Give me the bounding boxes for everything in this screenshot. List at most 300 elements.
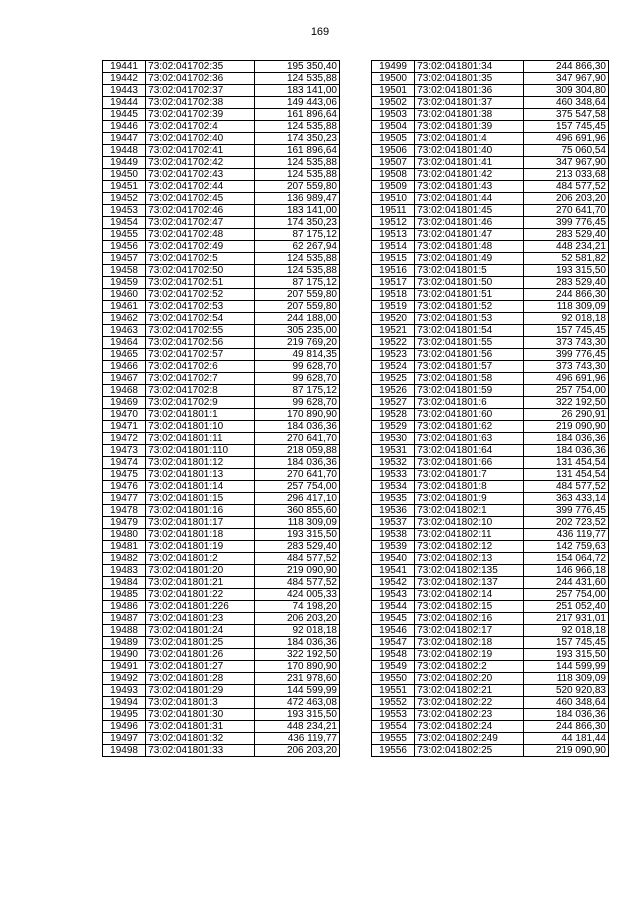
cadastral-number-cell: 73:02:041801:55 xyxy=(415,337,523,349)
cadastral-number-cell: 73:02:041702:42 xyxy=(146,157,254,169)
table-row xyxy=(372,385,609,397)
cadastral-number-cell: 73:02:041801:48 xyxy=(415,241,523,253)
table-row xyxy=(372,217,609,229)
value-cell: 206 203,20 xyxy=(254,745,339,757)
value-cell: 157 745,45 xyxy=(523,637,608,649)
table-row xyxy=(372,709,609,721)
cadastral-number-cell: 73:02:041802:17 xyxy=(415,625,523,637)
row-number-cell: 19441 xyxy=(103,61,146,73)
row-number-cell: 19503 xyxy=(372,109,415,121)
value-cell: 142 759,63 xyxy=(523,541,608,553)
value-cell: 257 754,00 xyxy=(523,589,608,601)
value-cell: 154 064,72 xyxy=(523,553,608,565)
value-cell: 118 309,09 xyxy=(523,673,608,685)
cadastral-number-cell: 73:02:041801:46 xyxy=(415,217,523,229)
cadastral-number-cell: 73:02:041801:8 xyxy=(415,481,523,493)
cadastral-number-cell: 73:02:041801:18 xyxy=(146,529,254,541)
row-number-cell: 19484 xyxy=(103,577,146,589)
cadastral-number-cell: 73:02:041702:48 xyxy=(146,229,254,241)
row-number-cell: 19444 xyxy=(103,97,146,109)
table-row xyxy=(103,121,340,133)
row-number-cell: 19459 xyxy=(103,277,146,289)
row-number-cell: 19463 xyxy=(103,325,146,337)
value-cell: 322 192,50 xyxy=(523,397,608,409)
table-row xyxy=(103,385,340,397)
cadastral-number-cell: 73:02:041801:64 xyxy=(415,445,523,457)
value-cell: 360 855,60 xyxy=(254,505,339,517)
cadastral-number-cell: 73:02:041801:17 xyxy=(146,517,254,529)
cadastral-number-cell: 73:02:041702:53 xyxy=(146,301,254,313)
table-row xyxy=(103,109,340,121)
cadastral-number-cell: 73:02:041702:36 xyxy=(146,73,254,85)
value-cell: 157 745,45 xyxy=(523,121,608,133)
table-row xyxy=(103,313,340,325)
cadastral-number-cell: 73:02:041801:40 xyxy=(415,145,523,157)
table-row xyxy=(103,349,340,361)
table-row xyxy=(103,289,340,301)
cadastral-number-cell: 73:02:041801:43 xyxy=(415,181,523,193)
row-number-cell: 19506 xyxy=(372,145,415,157)
row-number-cell: 19474 xyxy=(103,457,146,469)
cadastral-number-cell: 73:02:041802:135 xyxy=(415,565,523,577)
value-cell: 213 033,68 xyxy=(523,169,608,181)
value-cell: 118 309,09 xyxy=(254,517,339,529)
value-cell: 244 866,30 xyxy=(523,61,608,73)
cadastral-number-cell: 73:02:041702:49 xyxy=(146,241,254,253)
row-number-cell: 19462 xyxy=(103,313,146,325)
table-row xyxy=(103,433,340,445)
cadastral-number-cell: 73:02:041801:16 xyxy=(146,505,254,517)
value-cell: 26 290,91 xyxy=(523,409,608,421)
value-cell: 131 454,54 xyxy=(523,457,608,469)
row-number-cell: 19522 xyxy=(372,337,415,349)
row-number-cell: 19496 xyxy=(103,721,146,733)
row-number-cell: 19536 xyxy=(372,505,415,517)
value-cell: 124 535,88 xyxy=(254,157,339,169)
value-cell: 484 577,52 xyxy=(523,481,608,493)
cadastral-number-cell: 73:02:041802:1 xyxy=(415,505,523,517)
value-cell: 231 978,60 xyxy=(254,673,339,685)
value-cell: 373 743,30 xyxy=(523,361,608,373)
row-number-cell: 19481 xyxy=(103,541,146,553)
table-row xyxy=(372,481,609,493)
value-cell: 484 577,52 xyxy=(254,577,339,589)
value-cell: 99 628,70 xyxy=(254,373,339,385)
value-cell: 244 866,30 xyxy=(523,289,608,301)
table-row xyxy=(372,721,609,733)
value-cell: 124 535,88 xyxy=(254,169,339,181)
value-cell: 496 691,96 xyxy=(523,133,608,145)
row-number-cell: 19535 xyxy=(372,493,415,505)
table-row xyxy=(372,745,609,757)
value-cell: 99 628,70 xyxy=(254,397,339,409)
row-number-cell: 19529 xyxy=(372,421,415,433)
table-row xyxy=(372,121,609,133)
table-row xyxy=(103,553,340,565)
row-number-cell: 19526 xyxy=(372,385,415,397)
table-row xyxy=(103,157,340,169)
cadastral-number-cell: 73:02:041702:54 xyxy=(146,313,254,325)
table-row xyxy=(372,529,609,541)
table-row xyxy=(103,673,340,685)
value-cell: 202 723,52 xyxy=(523,517,608,529)
table-row xyxy=(372,73,609,85)
value-cell: 257 754,00 xyxy=(254,481,339,493)
cadastral-number-cell: 73:02:041801:32 xyxy=(146,733,254,745)
value-cell: 347 967,90 xyxy=(523,73,608,85)
cadastral-number-cell: 73:02:041801:7 xyxy=(415,469,523,481)
table-row xyxy=(103,481,340,493)
table-row xyxy=(103,301,340,313)
value-cell: 161 896,64 xyxy=(254,109,339,121)
cadastral-number-cell: 73:02:041802:16 xyxy=(415,613,523,625)
row-number-cell: 19486 xyxy=(103,601,146,613)
row-number-cell: 19472 xyxy=(103,433,146,445)
value-cell: 347 967,90 xyxy=(523,157,608,169)
value-cell: 448 234,21 xyxy=(254,721,339,733)
table-row xyxy=(372,145,609,157)
row-number-cell: 19518 xyxy=(372,289,415,301)
value-cell: 399 776,45 xyxy=(523,505,608,517)
cadastral-number-cell: 73:02:041801:3 xyxy=(146,697,254,709)
row-number-cell: 19457 xyxy=(103,253,146,265)
cadastral-number-cell: 73:02:041801:58 xyxy=(415,373,523,385)
row-number-cell: 19470 xyxy=(103,409,146,421)
value-cell: 270 641,70 xyxy=(254,433,339,445)
value-cell: 75 060,54 xyxy=(523,145,608,157)
cadastral-number-cell: 73:02:041801:37 xyxy=(415,97,523,109)
row-number-cell: 19525 xyxy=(372,373,415,385)
value-cell: 424 005,33 xyxy=(254,589,339,601)
table-row xyxy=(372,289,609,301)
cadastral-number-cell: 73:02:041801:35 xyxy=(415,73,523,85)
table-row xyxy=(372,361,609,373)
row-number-cell: 19442 xyxy=(103,73,146,85)
cadastral-number-cell: 73:02:041801:62 xyxy=(415,421,523,433)
value-cell: 296 417,10 xyxy=(254,493,339,505)
cadastral-number-cell: 73:02:041801:4 xyxy=(415,133,523,145)
cadastral-number-cell: 73:02:041801:42 xyxy=(415,169,523,181)
cadastral-number-cell: 73:02:041702:43 xyxy=(146,169,254,181)
value-cell: 118 309,09 xyxy=(523,301,608,313)
cadastral-number-cell: 73:02:041801:47 xyxy=(415,229,523,241)
table-row xyxy=(103,721,340,733)
cadastral-number-cell: 73:02:041801:30 xyxy=(146,709,254,721)
row-number-cell: 19555 xyxy=(372,733,415,745)
table-row xyxy=(103,541,340,553)
row-number-cell: 19491 xyxy=(103,661,146,673)
value-cell: 484 577,52 xyxy=(523,181,608,193)
cadastral-number-cell: 73:02:041801:33 xyxy=(146,745,254,757)
row-number-cell: 19489 xyxy=(103,637,146,649)
row-number-cell: 19460 xyxy=(103,289,146,301)
row-number-cell: 19492 xyxy=(103,673,146,685)
row-number-cell: 19524 xyxy=(372,361,415,373)
value-cell: 92 018,18 xyxy=(523,313,608,325)
row-number-cell: 19510 xyxy=(372,193,415,205)
value-cell: 283 529,40 xyxy=(523,229,608,241)
cadastral-number-cell: 73:02:041802:137 xyxy=(415,577,523,589)
cadastral-number-cell: 73:02:041801:24 xyxy=(146,625,254,637)
row-number-cell: 19448 xyxy=(103,145,146,157)
row-number-cell: 19515 xyxy=(372,253,415,265)
cadastral-number-cell: 73:02:041801:41 xyxy=(415,157,523,169)
cadastral-number-cell: 73:02:041702:6 xyxy=(146,361,254,373)
row-number-cell: 19469 xyxy=(103,397,146,409)
table-row xyxy=(372,277,609,289)
value-cell: 472 463,08 xyxy=(254,697,339,709)
table-row xyxy=(372,397,609,409)
cadastral-number-cell: 73:02:041801:9 xyxy=(415,493,523,505)
cadastral-number-cell: 73:02:041801:49 xyxy=(415,253,523,265)
cadastral-number-cell: 73:02:041802:25 xyxy=(415,745,523,757)
value-cell: 124 535,88 xyxy=(254,253,339,265)
row-number-cell: 19468 xyxy=(103,385,146,397)
cadastral-number-cell: 73:02:041702:4 xyxy=(146,121,254,133)
row-number-cell: 19527 xyxy=(372,397,415,409)
value-cell: 149 443,06 xyxy=(254,97,339,109)
table-row xyxy=(103,277,340,289)
table-row xyxy=(372,697,609,709)
cadastral-number-cell: 73:02:041802:14 xyxy=(415,589,523,601)
value-cell: 207 559,80 xyxy=(254,181,339,193)
table-row xyxy=(103,229,340,241)
row-number-cell: 19549 xyxy=(372,661,415,673)
table-row xyxy=(103,205,340,217)
row-number-cell: 19498 xyxy=(103,745,146,757)
cadastral-number-cell: 73:02:041801:63 xyxy=(415,433,523,445)
table-row xyxy=(372,565,609,577)
row-number-cell: 19556 xyxy=(372,745,415,757)
cadastral-number-cell: 73:02:041702:37 xyxy=(146,85,254,97)
cadastral-number-cell: 73:02:041801:66 xyxy=(415,457,523,469)
row-number-cell: 19450 xyxy=(103,169,146,181)
table-row xyxy=(103,85,340,97)
cadastral-number-cell: 73:02:041801:51 xyxy=(415,289,523,301)
cadastral-number-cell: 73:02:041801:56 xyxy=(415,349,523,361)
table-row xyxy=(372,493,609,505)
value-cell: 436 119,77 xyxy=(254,733,339,745)
page-number: 169 xyxy=(310,26,330,38)
cadastral-number-cell: 73:02:041801:1 xyxy=(146,409,254,421)
row-number-cell: 19467 xyxy=(103,373,146,385)
value-cell: 219 090,90 xyxy=(254,565,339,577)
value-cell: 87 175,12 xyxy=(254,229,339,241)
value-cell: 399 776,45 xyxy=(523,217,608,229)
cadastral-number-cell: 73:02:041801:29 xyxy=(146,685,254,697)
row-number-cell: 19539 xyxy=(372,541,415,553)
cadastral-number-cell: 73:02:041802:23 xyxy=(415,709,523,721)
table-row xyxy=(103,133,340,145)
row-number-cell: 19551 xyxy=(372,685,415,697)
table-row xyxy=(372,625,609,637)
cadastral-number-cell: 73:02:041801:38 xyxy=(415,109,523,121)
row-number-cell: 19513 xyxy=(372,229,415,241)
cadastral-number-cell: 73:02:041801:28 xyxy=(146,673,254,685)
value-cell: 436 119,77 xyxy=(523,529,608,541)
table-row xyxy=(372,577,609,589)
row-number-cell: 19476 xyxy=(103,481,146,493)
value-cell: 309 304,80 xyxy=(523,85,608,97)
table-row xyxy=(372,313,609,325)
row-number-cell: 19530 xyxy=(372,433,415,445)
row-number-cell: 19517 xyxy=(372,277,415,289)
table-row xyxy=(103,445,340,457)
table-row xyxy=(372,409,609,421)
right-register-table xyxy=(371,60,609,757)
row-number-cell: 19512 xyxy=(372,217,415,229)
cadastral-number-cell: 73:02:041702:9 xyxy=(146,397,254,409)
table-row xyxy=(372,469,609,481)
cadastral-number-cell: 73:02:041801:26 xyxy=(146,649,254,661)
value-cell: 305 235,00 xyxy=(254,325,339,337)
row-number-cell: 19449 xyxy=(103,157,146,169)
row-number-cell: 19542 xyxy=(372,577,415,589)
row-number-cell: 19547 xyxy=(372,637,415,649)
cadastral-number-cell: 73:02:041801:59 xyxy=(415,385,523,397)
row-number-cell: 19466 xyxy=(103,361,146,373)
row-number-cell: 19480 xyxy=(103,529,146,541)
cadastral-number-cell: 73:02:041801:34 xyxy=(415,61,523,73)
cadastral-number-cell: 73:02:041802:15 xyxy=(415,601,523,613)
cadastral-number-cell: 73:02:041801:25 xyxy=(146,637,254,649)
cadastral-number-cell: 73:02:041802:12 xyxy=(415,541,523,553)
row-number-cell: 19504 xyxy=(372,121,415,133)
value-cell: 484 577,52 xyxy=(254,553,339,565)
table-row xyxy=(372,109,609,121)
cadastral-number-cell: 73:02:041801:31 xyxy=(146,721,254,733)
row-number-cell: 19483 xyxy=(103,565,146,577)
row-number-cell: 19497 xyxy=(103,733,146,745)
cadastral-number-cell: 73:02:041702:46 xyxy=(146,205,254,217)
value-cell: 218 059,88 xyxy=(254,445,339,457)
cadastral-number-cell: 73:02:041702:44 xyxy=(146,181,254,193)
table-row xyxy=(103,373,340,385)
row-number-cell: 19471 xyxy=(103,421,146,433)
table-row xyxy=(372,445,609,457)
table-row xyxy=(103,169,340,181)
value-cell: 193 315,50 xyxy=(523,649,608,661)
table-row xyxy=(103,337,340,349)
cadastral-number-cell: 73:02:041802:20 xyxy=(415,673,523,685)
row-number-cell: 19537 xyxy=(372,517,415,529)
value-cell: 124 535,88 xyxy=(254,73,339,85)
row-number-cell: 19501 xyxy=(372,85,415,97)
table-row xyxy=(103,613,340,625)
cadastral-number-cell: 73:02:041802:21 xyxy=(415,685,523,697)
row-number-cell: 19482 xyxy=(103,553,146,565)
table-row xyxy=(372,85,609,97)
table-row xyxy=(103,649,340,661)
table-row xyxy=(372,241,609,253)
cadastral-number-cell: 73:02:041702:8 xyxy=(146,385,254,397)
cadastral-number-cell: 73:02:041801:226 xyxy=(146,601,254,613)
value-cell: 52 581,82 xyxy=(523,253,608,265)
cadastral-number-cell: 73:02:041801:39 xyxy=(415,121,523,133)
table-row xyxy=(372,541,609,553)
row-number-cell: 19454 xyxy=(103,217,146,229)
cadastral-number-cell: 73:02:041801:22 xyxy=(146,589,254,601)
table-row xyxy=(103,577,340,589)
row-number-cell: 19494 xyxy=(103,697,146,709)
value-cell: 161 896,64 xyxy=(254,145,339,157)
value-cell: 184 036,36 xyxy=(523,433,608,445)
value-cell: 184 036,36 xyxy=(523,445,608,457)
value-cell: 219 769,20 xyxy=(254,337,339,349)
table-row xyxy=(372,637,609,649)
row-number-cell: 19532 xyxy=(372,457,415,469)
cadastral-number-cell: 73:02:041801:13 xyxy=(146,469,254,481)
cadastral-number-cell: 73:02:041702:7 xyxy=(146,373,254,385)
table-row xyxy=(103,589,340,601)
table-row xyxy=(372,649,609,661)
row-number-cell: 19464 xyxy=(103,337,146,349)
cadastral-number-cell: 73:02:041801:27 xyxy=(146,661,254,673)
cadastral-number-cell: 73:02:041802:19 xyxy=(415,649,523,661)
cadastral-number-cell: 73:02:041801:52 xyxy=(415,301,523,313)
row-number-cell: 19502 xyxy=(372,97,415,109)
cadastral-number-cell: 73:02:041801:19 xyxy=(146,541,254,553)
table-row xyxy=(372,301,609,313)
row-number-cell: 19541 xyxy=(372,565,415,577)
cadastral-number-cell: 73:02:041702:40 xyxy=(146,133,254,145)
table-row xyxy=(103,697,340,709)
table-row xyxy=(103,661,340,673)
table-row xyxy=(372,673,609,685)
cadastral-number-cell: 73:02:041801:15 xyxy=(146,493,254,505)
row-number-cell: 19445 xyxy=(103,109,146,121)
table-row xyxy=(372,205,609,217)
value-cell: 363 433,14 xyxy=(523,493,608,505)
value-cell: 146 966,18 xyxy=(523,565,608,577)
value-cell: 87 175,12 xyxy=(254,385,339,397)
cadastral-number-cell: 73:02:041702:47 xyxy=(146,217,254,229)
value-cell: 219 090,90 xyxy=(523,745,608,757)
table-row xyxy=(372,97,609,109)
value-cell: 174 350,23 xyxy=(254,133,339,145)
table-row xyxy=(103,145,340,157)
value-cell: 460 348,64 xyxy=(523,697,608,709)
row-number-cell: 19514 xyxy=(372,241,415,253)
value-cell: 244 188,00 xyxy=(254,313,339,325)
cadastral-number-cell: 73:02:041702:57 xyxy=(146,349,254,361)
table-row xyxy=(372,133,609,145)
row-number-cell: 19495 xyxy=(103,709,146,721)
cadastral-number-cell: 73:02:041801:20 xyxy=(146,565,254,577)
table-row xyxy=(103,97,340,109)
cadastral-number-cell: 73:02:041801:21 xyxy=(146,577,254,589)
row-number-cell: 19465 xyxy=(103,349,146,361)
row-number-cell: 19478 xyxy=(103,505,146,517)
row-number-cell: 19455 xyxy=(103,229,146,241)
table-row xyxy=(372,193,609,205)
value-cell: 283 529,40 xyxy=(254,541,339,553)
row-number-cell: 19473 xyxy=(103,445,146,457)
row-number-cell: 19507 xyxy=(372,157,415,169)
cadastral-number-cell: 73:02:041801:45 xyxy=(415,205,523,217)
cadastral-number-cell: 73:02:041801:2 xyxy=(146,553,254,565)
table-row xyxy=(103,397,340,409)
table-row xyxy=(372,433,609,445)
value-cell: 244 866,30 xyxy=(523,721,608,733)
row-number-cell: 19552 xyxy=(372,697,415,709)
row-number-cell: 19458 xyxy=(103,265,146,277)
table-row xyxy=(372,181,609,193)
value-cell: 144 599,99 xyxy=(523,661,608,673)
value-cell: 217 931,01 xyxy=(523,613,608,625)
row-number-cell: 19461 xyxy=(103,301,146,313)
cadastral-number-cell: 73:02:041702:51 xyxy=(146,277,254,289)
